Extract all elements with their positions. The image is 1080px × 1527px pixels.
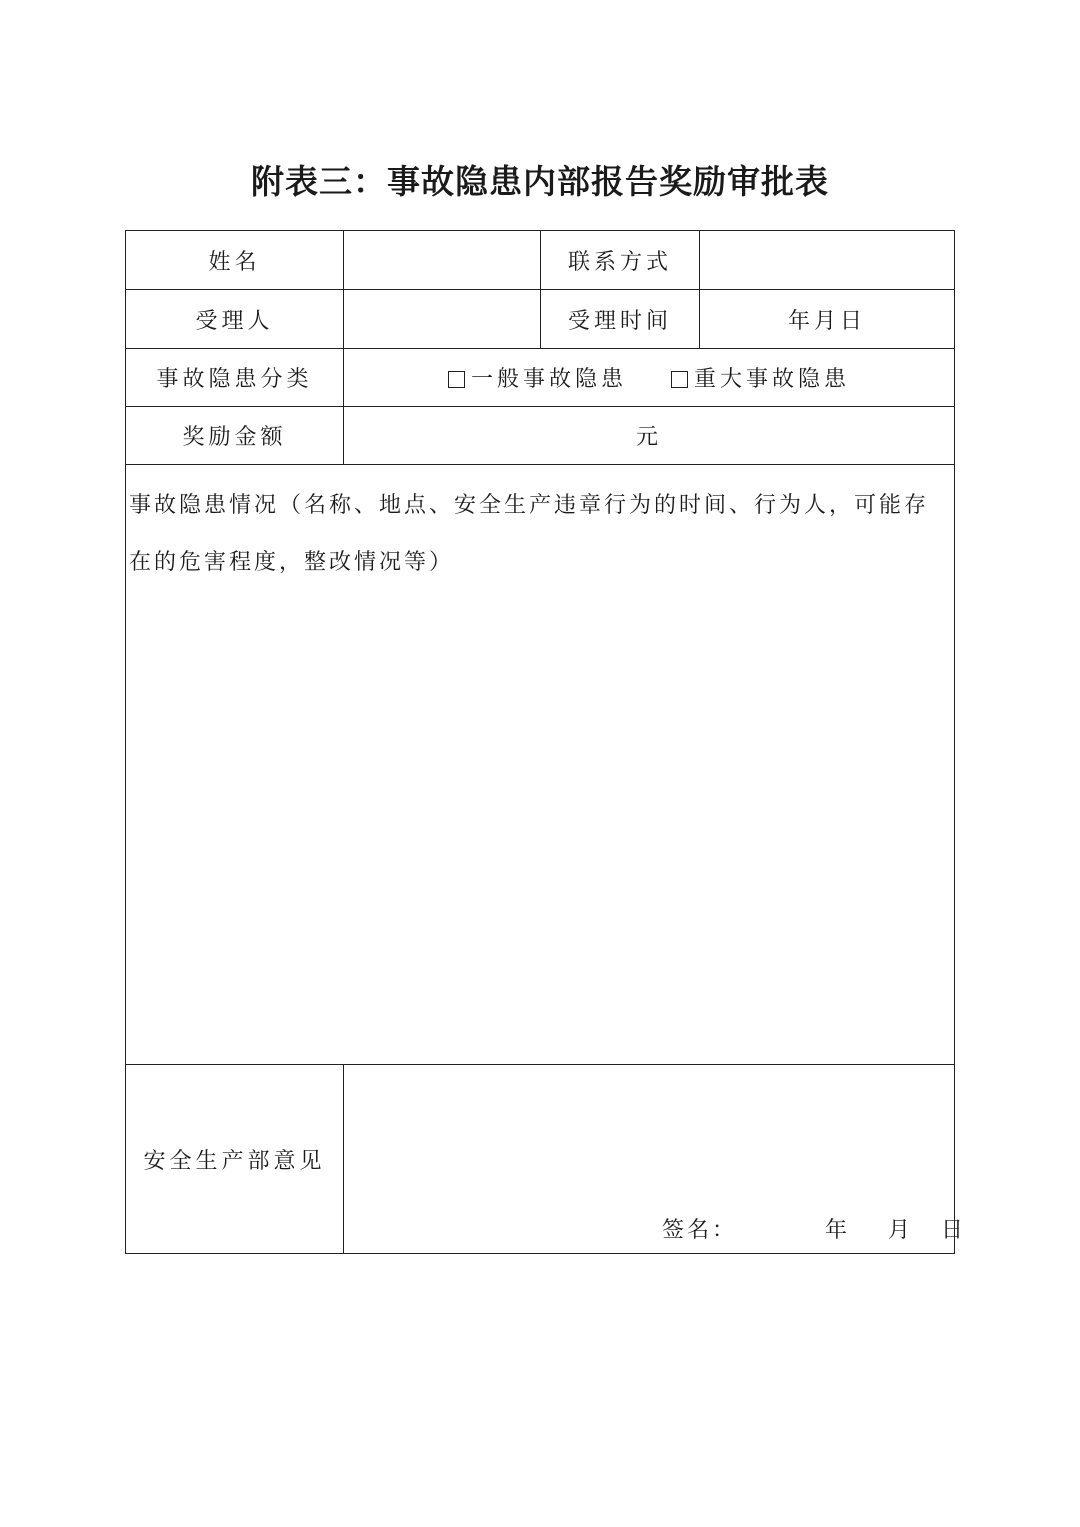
category-options — [344, 349, 954, 406]
reward-label: 奖励金额 — [126, 407, 344, 464]
category-option-major[interactable] — [671, 362, 850, 393]
contact-label: 联系方式 — [541, 231, 700, 289]
signature-month: 月 — [888, 1218, 914, 1243]
checkbox-major[interactable] — [671, 371, 688, 388]
signature-label: 签名： — [662, 1218, 738, 1243]
receiver-field[interactable] — [344, 290, 541, 348]
signature-day: 日 — [941, 1218, 967, 1243]
contact-field[interactable] — [700, 231, 954, 289]
category-option-general[interactable] — [448, 362, 627, 393]
receive-time-field[interactable]: 年月日 — [787, 308, 866, 334]
signature-line — [662, 1213, 966, 1244]
description-prompt — [129, 477, 949, 591]
description-line-1: 事故隐患情况（名称、地点、安全生产违章行为的时间、行为人，可能存 — [129, 493, 930, 518]
receive-time-label: 受理时间 — [541, 290, 700, 348]
opinion-label: 安全生产部意见 — [126, 1065, 344, 1253]
reward-amount-field[interactable] — [344, 407, 954, 464]
row-description[interactable] — [126, 465, 954, 1065]
approval-form-table — [125, 230, 967, 1254]
category-option-major-label: 重大事故隐患 — [694, 367, 851, 392]
row-category — [126, 349, 954, 407]
row-opinion — [126, 1065, 967, 1253]
category-option-general-label: 一般事故隐患 — [470, 367, 627, 392]
row-name-contact — [126, 231, 954, 290]
name-label: 姓名 — [126, 231, 344, 289]
name-field[interactable] — [344, 231, 541, 289]
signature-year: 年 — [825, 1218, 851, 1243]
reward-unit: 元 — [635, 425, 662, 450]
row-reward — [126, 407, 954, 465]
checkbox-general[interactable] — [448, 371, 465, 388]
opinion-field[interactable] — [344, 1065, 967, 1253]
description-line-2: 在的危害程度，整改情况等） — [129, 550, 455, 575]
form-title: 附表三：事故隐患内部报告奖励审批表 — [251, 162, 829, 201]
receiver-label: 受理人 — [126, 290, 344, 348]
row-receiver-time — [126, 290, 954, 349]
category-label: 事故隐患分类 — [126, 349, 344, 406]
